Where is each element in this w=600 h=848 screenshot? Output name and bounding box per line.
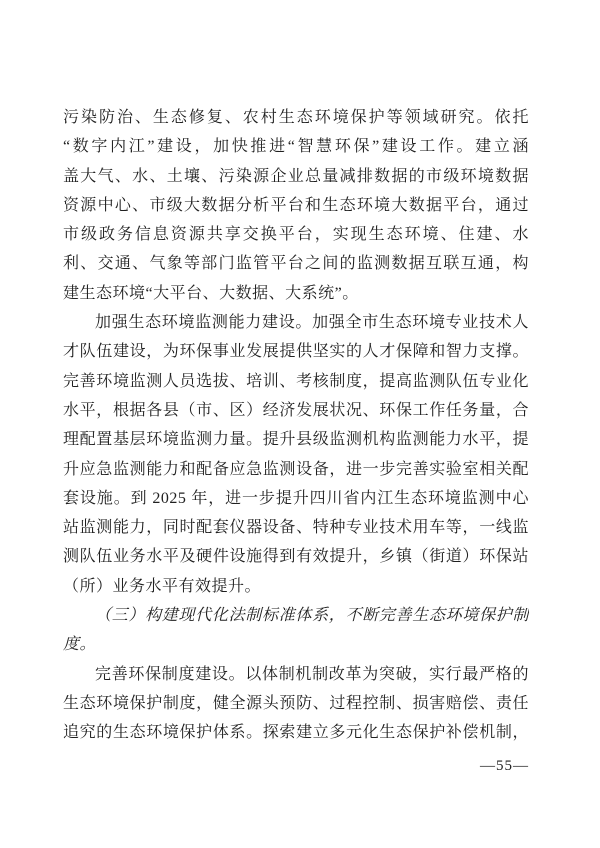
body-paragraph xyxy=(63,660,529,748)
body-paragraph xyxy=(63,308,529,601)
text-line: 利、交通、气象等部门监管平台之间的监测数据互联互通，构 xyxy=(63,255,529,273)
text-line: 才队伍建设，为环保事业发展提供坚实的人才保障和智力支撑。 xyxy=(63,343,529,361)
section-heading xyxy=(63,601,529,660)
text-line: 测队伍业务水平及硬件设施得到有效提升，乡镇（街道）环保站 xyxy=(63,548,529,566)
text-line: （所）业务水平有效提升。 xyxy=(63,577,262,595)
text-line: （三）构建现代化法制标准体系，不断完善生态环境保护制 xyxy=(95,607,529,625)
body-paragraph xyxy=(63,103,529,308)
text-line: 资源中心、市级大数据分析平台和生态环境大数据平台，通过 xyxy=(63,196,529,214)
text-line: 升应急监测能力和配备应急监测设备，进一步完善实验室相关配 xyxy=(63,460,529,478)
text-line: “数字内江”建设，加快推进“智慧环保”建设工作。建立涵 xyxy=(63,138,529,156)
text-line: 盖大气、水、土壤、污染源企业总量减排数据的市级环境数据 xyxy=(63,167,529,185)
text-line: 污染防治、生态修复、农村生态环境保护等领域研究。依托 xyxy=(63,109,529,126)
text-line: 水平，根据各县（市、区）经济发展状况、环保工作任务量，合 xyxy=(63,401,529,419)
text-line: 加强生态环境监测能力建设。加强全市生态环境专业技术人 xyxy=(95,314,529,332)
document-body xyxy=(63,103,529,748)
text-line: 完善环保制度建设。以体制机制改革为突破，实行最严格的 xyxy=(95,665,529,683)
text-line: 生态环境保护制度，健全源头预防、过程控制、损害赔偿、责任 xyxy=(63,694,529,712)
text-line: 理配置基层环境监测力量。提升县级监测机构监测能力水平，提 xyxy=(63,431,529,449)
text-line: 建生态环境“大平台、大数据、大系统”。 xyxy=(63,284,359,302)
page-number: —55— xyxy=(480,758,529,774)
text-line: 套设施。到 2025 年，进一步提升四川省内江生态环境监测中心 xyxy=(63,489,529,507)
text-line: 追究的生态环境保护体系。探索建立多元化生态保护补偿机制， xyxy=(63,724,529,742)
text-line: 站监测能力，同时配套仪器设备、特种专业技术用车等，一线监 xyxy=(63,519,529,537)
text-line: 度。 xyxy=(63,636,97,654)
text-line: 完善环境监测人员选拔、培训、考核制度，提高监测队伍专业化 xyxy=(63,372,529,390)
text-line: 市级政务信息资源共享交换平台，实现生态环境、住建、水 xyxy=(63,226,529,244)
